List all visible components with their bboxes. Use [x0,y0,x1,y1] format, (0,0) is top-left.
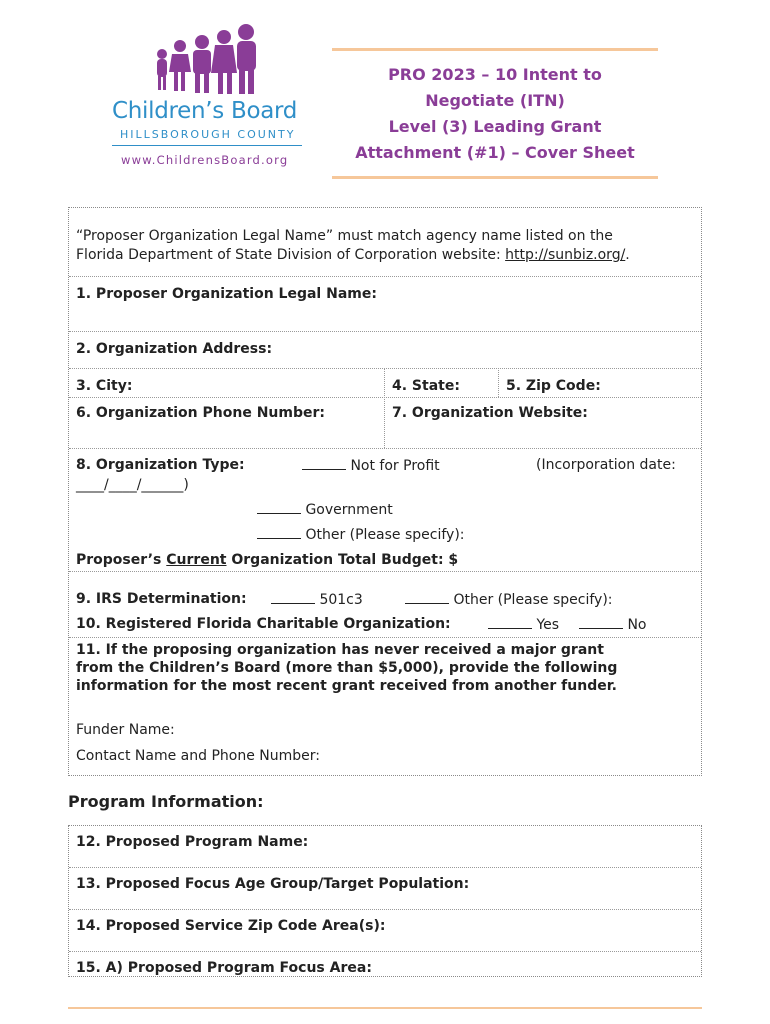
other-type-label: Other (Please specify): [305,527,465,543]
field-city[interactable]: 3. City: [76,378,133,394]
children-silhouettes-icon [148,24,268,96]
field-state[interactable]: 4. State: [392,378,460,394]
option-other-irs[interactable] [405,591,613,608]
divider [69,909,701,910]
divider [69,331,701,332]
field-address[interactable]: 2. Organization Address: [76,341,273,357]
field-contact[interactable]: Contact Name and Phone Number: [76,748,320,764]
field-funder-name[interactable]: Funder Name: [76,722,175,738]
incorporation-date-blank[interactable]: ____/____/______) [76,477,189,493]
field-total-budget[interactable] [76,552,458,568]
field-zip[interactable]: 5. Zip Code: [506,378,601,394]
budget-prefix: Proposer’s [76,552,167,568]
divider [69,951,701,952]
blank-line [271,591,315,604]
blank-line [302,457,346,470]
field-phone[interactable]: 6. Organization Phone Number: [76,405,325,421]
title-line-3: Level (3) Leading Grant [388,117,602,136]
field-program-name[interactable]: 12. Proposed Program Name: [76,834,309,850]
logo-url: www.ChildrensBoard.org [121,153,289,167]
logo-county: HILLSBOROUGH COUNTY [120,128,296,141]
budget-current: Current [166,552,227,568]
501c3-label: 501c3 [319,592,363,608]
divider [69,276,701,277]
field-charitable: 10. Registered Florida Charitable Organization: [76,616,451,632]
field-11-line-1: 11. If the proposing organization has never received a major grant [76,642,604,658]
field-age-group[interactable]: 13. Proposed Focus Age Group/Target Population: [76,876,470,892]
other-irs-label: Other (Please specify): [453,592,613,608]
option-government[interactable] [257,501,393,518]
title-line-4: Attachment (#1) – Cover Sheet [355,143,635,162]
intro-end: . [625,247,630,263]
field-11-line-3: information for the most recent grant received from another funder. [76,678,617,694]
organization-form [68,207,702,776]
divider [69,448,701,449]
blank-line [579,616,623,629]
option-no[interactable] [579,616,647,633]
program-form [68,825,702,977]
logo-divider [112,145,302,146]
budget-suffix: Organization Total Budget: $ [226,552,459,568]
option-other-type[interactable] [257,526,465,543]
government-label: Government [305,502,393,518]
divider [69,867,701,868]
field-legal-name[interactable]: 1. Proposer Organization Legal Name: [76,286,377,302]
blank-line [488,616,532,629]
footer-divider [68,1007,702,1009]
field-11-line-2: from the Children’s Board (more than $5,000), provide the following [76,660,618,676]
title-line-2: Negotiate (ITN) [425,91,565,110]
yes-label: Yes [536,617,560,633]
divider [69,397,701,398]
blank-line [257,526,301,539]
intro-text: Florida Department of State Division of Corporation website: [76,247,506,263]
field-irs: 9. IRS Determination: [76,591,247,607]
field-zip-areas[interactable]: 14. Proposed Service Zip Code Area(s): [76,918,386,934]
document-title [332,48,658,179]
sunbiz-link[interactable]: http://sunbiz.org/ [505,247,626,263]
option-not-for-profit[interactable] [302,457,440,474]
option-yes[interactable] [488,616,559,633]
option-501c3[interactable] [271,591,363,608]
field-website[interactable]: 7. Organization Website: [392,405,588,421]
logo-name: Children’s Board [112,98,298,124]
blank-line [257,501,301,514]
no-label: No [627,617,647,633]
field-focus-area[interactable]: 15. A) Proposed Program Focus Area: [76,960,372,976]
childrens-board-logo [108,24,308,174]
intro-line-2 [76,247,630,263]
program-information-heading: Program Information: [68,792,264,811]
divider [69,571,701,572]
divider [69,368,701,369]
incorporation-label: (Incorporation date: [536,457,676,473]
not-for-profit-label: Not for Profit [350,458,440,474]
title-line-1: PRO 2023 – 10 Intent to [388,65,602,84]
field-org-type: 8. Organization Type: [76,457,245,473]
divider [69,637,701,638]
column-divider [498,368,499,397]
blank-line [405,591,449,604]
intro-line-1: “Proposer Organization Legal Name” must match agency name listed on the [76,228,613,244]
column-divider [384,368,385,448]
